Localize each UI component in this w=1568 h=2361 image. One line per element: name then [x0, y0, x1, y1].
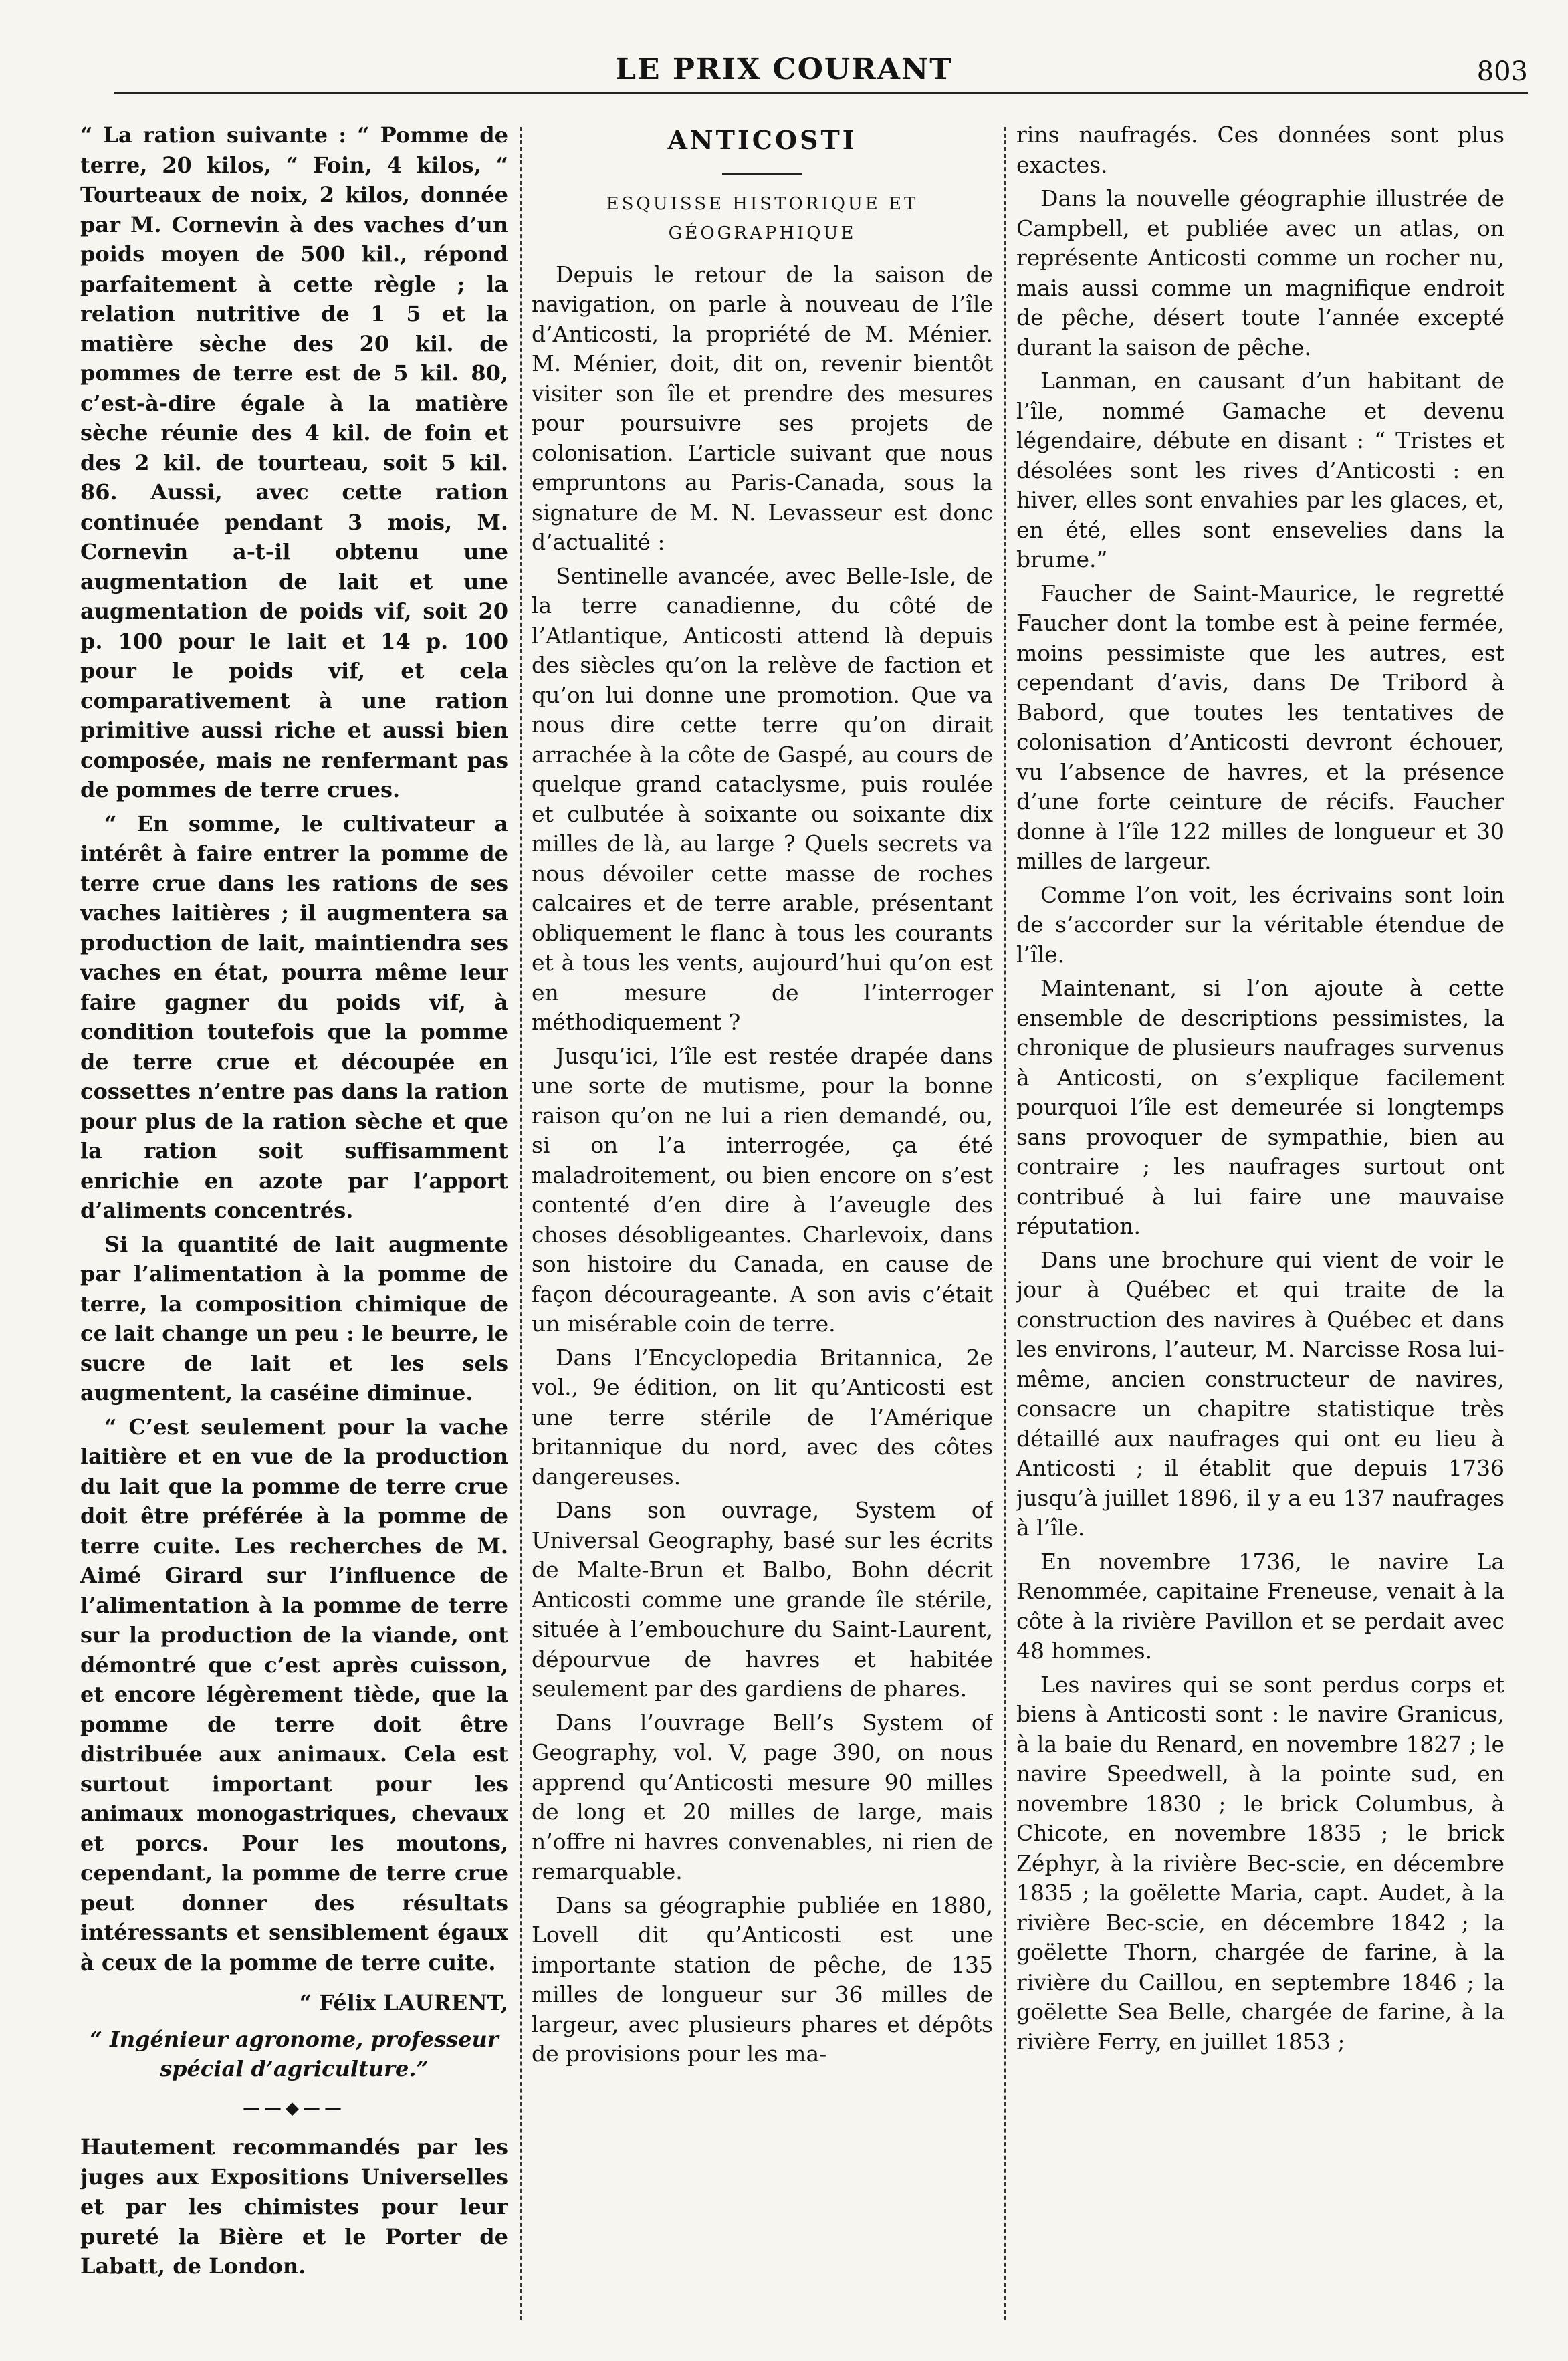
middle-paragraph-7: Dans sa géographie publiée en 1880, Lovell dit qu’Anticosti est une importante station de pêche, de 135 milles de longueur sur 36 milles de largeur, avec plusieurs phares et dépôts de provisions pour les ma-	[532, 1892, 993, 2067]
left-paragraph-3: Si la quantité de lait augmente par l’alimentation à la pomme de terre, la composition chimique de ce lait change un peu : le beurre, le sucre de lait et les sels augmentent, la caséine diminue.	[80, 1231, 508, 1406]
right-paragraph-2: Dans la nouvelle géographie illustrée de Campbell, et publiée avec un atlas, on représente Anticosti comme un rocher nu, mais aussi comme un magnifique endroit de pêche, désert toute l’année excepté durant la saison de pêche.	[1016, 185, 1504, 360]
column-divider-left	[520, 127, 522, 2320]
page-number: 803	[1476, 56, 1528, 87]
middle-paragraph-2: Sentinelle avancée, avec Belle-Isle, de la terre canadienne, du côté de l’Atlantique, Anticosti attend là depuis des siècles qu’on la relève de faction et qu’on lui donne une promotion. Que va nous dire cette terre qu’on dirait arrachée à la côte de Gaspé, au cours de quelque grand cataclysme, puis roulée et culbutée à soixante ou soixante dix milles de là, au large ? Quels secrets va nous dévoiler cette masse de roches calcaires et de terre arable, présentant obliquement le flanc à tous les courants et à tous les vents, aujourd’hui qu’on est en mesure de l’interroger méthodiquement ?	[532, 562, 993, 1035]
header-rule	[114, 92, 1528, 94]
author-signature: “ Félix LAURENT,	[299, 1990, 508, 2015]
right-paragraph-5: Comme l’on voit, les écrivains sont loin de s’accorder sur la véritable étendue de l’île.	[1016, 881, 1504, 968]
right-paragraph-7: Dans une brochure qui vient de voir le jour à Québec et qui traite de la construction des navires à Québec et dans les environs, l’auteur, M. Narcisse Rosa lui-même, ancien constructeur de navires, consacre un chapitre statistique très détaillé aux naufrages qui ont eu lieu à Anticosti ; il établit que depuis 1736 jusqu’à juillet 1896, il y a eu 137 naufrages à l’île.	[1016, 1246, 1504, 1541]
right-paragraph-9: Les navires qui se sont perdus corps et biens à Anticosti sont : le navire Granicus, à la baie du Renard, en novembre 1827 ; le navire Speedwell, à la pointe sud, en novembre 1830 ; le brick Columbus, à Chicote, en novembre 1835 ; le brick Zéphyr, à la rivière Bec-scie, en décembre 1835 ; la goëlette Maria, capt. Audet, à la rivière Bec-scie, en décembre 1842 ; la goëlette Thorn, chargée de farine, à la rivière du Caillou, en septembre 1846 ; la goëlette Sea Belle, chargée de farine, à la rivière Ferry, en juillet 1853 ;	[1016, 1671, 1504, 2055]
left-column	[80, 120, 508, 2334]
left-paragraph-1: “ La ration suivante : “ Pomme de terre, 20 kilos, “ Foin, 4 kilos, “ Tourteaux de noix, 2 kilos, donnée par M. Cornevin à des vaches d’un poids moyen de 500 kil., répond parfaitement à cette règle ; la relation nutritive de 1 5 et la matière sèche des 20 kil. de pommes de terre est de 5 kil. 80, c’est-à-dire égale à la matière sèche réunie des 4 kil. de foin et des 2 kil. de tourteau, soit 5 kil. 86. Aussi, avec cette ration continuée pendant 3 mois, M. Cornevin a-t-il obtenu une augmentation de lait et une augmentation de poids vif, soit 20 p. 100 pour le lait et 14 p. 100 pour le poids vif, et cela comparativement à une ration primitive aussi riche et aussi bien composée, mais ne renfermant pas de pommes de terre crues.	[80, 122, 508, 802]
ornament-divider: ——◆——	[243, 2098, 346, 2118]
middle-paragraph-5: Dans son ouvrage, System of Universal Geography, basé sur les écrits de Malte-Brun et Balbo, Bohn décrit Anticosti comme une grande île stérile, située à l’embouchure du Saint-Laurent, dépourvue de havres et habitée seulement par des gardiens de phares.	[532, 1497, 993, 1702]
labatt-advertisement: Hautement recommandés par les juges aux Expositions Universelles et par les chimistes pour leur pureté la Bière et le Porter de Labatt, de London.	[80, 2134, 508, 2279]
middle-paragraph-4: Dans l’Encyclopedia Britannica, 2e vol., 9e édition, on lit qu’Anticosti est une terre stérile de l’Amérique britannique du nord, avec des côtes dangereuses.	[532, 1344, 993, 1490]
left-paragraph-4: “ C’est seulement pour la vache laitière et en vue de la production du lait que la pomme de terre crue doit être préférée à la pomme de terre cuite. Les recherches de M. Aimé Girard sur l’influence de l’alimentation à la pomme de terre sur la production de la viande, ont démontré que c’est après cuisson, et encore légèrement tiède, que la pomme de terre doit être distribuée aux animaux. Cela est surtout important pour les animaux monogastriques, chevaux et porcs. Pour les moutons, cependant, la pomme de terre crue peut donner des résultats intéressants et sensiblement égaux à ceux de la pomme de terre cuite.	[80, 1414, 508, 1975]
article-subtitle: ESQUISSE HISTORIQUE ET GÉOGRAPHIQUE	[606, 193, 919, 243]
title-rule	[722, 173, 802, 175]
left-paragraph-2: “ En somme, le cultivateur a intérêt à faire entrer la pomme de terre crue dans les rations de ses vaches laitières ; il augmentera sa production de lait, maintiendra ses vaches en état, pourra même leur faire gagner du poids vif, à condition toutefois que la pomme de terre crue et découpée en cossettes n’entre pas dans la ration pour plus de la ration sèche et que la ration soit suffisamment enrichie en azote par l’apport d’aliments concentrés.	[80, 810, 508, 1223]
article-title: ANTICOSTI	[667, 125, 857, 155]
middle-column	[532, 120, 993, 2334]
middle-paragraph-1: Depuis le retour de la saison de navigation, on parle à nouveau de l’île d’Anticosti, la propriété de M. Ménier. M. Ménier, doit, dit on, revenir bientôt visiter son île et prendre des mesures pour poursuivre ses projets de colonisation. L’article suivant que nous empruntons au Paris-Canada, sous la signature de M. N. Levasseur est donc d’actualité :	[532, 261, 993, 555]
author-title: “ Ingénieur agronome, professeur spécial d’agriculture.”	[90, 2026, 499, 2082]
middle-paragraph-3: Jusqu’ici, l’île est restée drapée dans une sorte de mutisme, pour la bonne raison qu’on ne lui a rien demandé, ou, si on l’a interrogée, ça été maladroitement, ou bien encore on s’est contenté d’en dire à l’aveugle des choses désobligeantes. Charlevoix, dans son histoire du Canada, en cause de façon décourageante. A son avis c’était un misérable coin de terre.	[532, 1042, 993, 1337]
middle-paragraph-6: Dans l’ouvrage Bell’s System of Geography, vol. V, page 390, on nous apprend qu’Anticosti mesure 90 milles de long et 20 milles de large, mais n’offre ni havres convenables, ni rien de remarquable.	[532, 1709, 993, 1884]
right-column	[1016, 120, 1504, 2334]
right-paragraph-4: Faucher de Saint-Maurice, le regretté Faucher dont la tombe est à peine fermée, moins pessimiste que les autres, est cependant d’avis, dans De Tribord à Babord, que toutes les tentatives de colonisation d’Anticosti devront échouer, vu l’absence de havres, et la présence d’une forte ceinture de récifs. Faucher donne à l’île 122 milles de longueur et 30 milles de largeur.	[1016, 580, 1504, 874]
page-header	[0, 52, 1568, 92]
right-paragraph-6: Maintenant, si l’on ajoute à cette ensemble de descriptions pessimistes, la chronique de plusieurs naufrages survenus à Anticosti, on s’explique facilement pourquoi l’île est demeurée si longtemps sans provoquer de sympathie, bien au contraire ; les naufrages surtout ont contribué à lui faire une mauvaise réputation.	[1016, 975, 1504, 1239]
right-paragraph-8: En novembre 1736, le navire La Renommée, capitaine Freneuse, venait à la côte à la rivière Pavillon et se perdait avec 48 hommes.	[1016, 1548, 1504, 1664]
column-divider-right	[1004, 127, 1006, 2320]
right-paragraph-3: Lanman, en causant d’un habitant de l’île, nommé Gamache et devenu légendaire, débute en disant : “ Tristes et désolées sont les rives d’Anticosti : en hiver, elles sont envahies par les glaces, et, en été, elles sont ensevelies dans la brume.”	[1016, 368, 1504, 572]
right-paragraph-1: rins naufragés. Ces données sont plus exactes.	[1016, 122, 1504, 178]
running-title: LE PRIX COURANT	[615, 52, 953, 86]
